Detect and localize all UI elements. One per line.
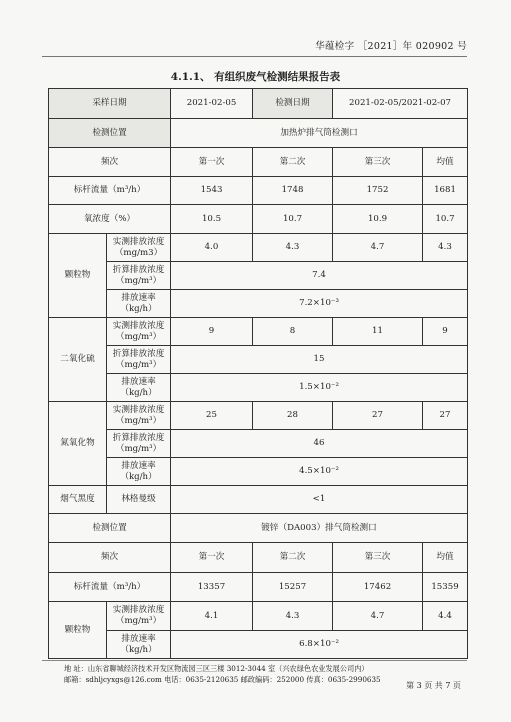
cell: 4.5×10⁻²	[171, 458, 468, 486]
measured-label: 实测排放浓度（mg/m³）	[107, 318, 171, 346]
smoke-sub-label: 林格曼级	[107, 486, 171, 514]
cell: 8	[253, 318, 333, 346]
freq-header: 第一次	[171, 148, 253, 177]
sampling-date-label: 采样日期	[49, 89, 171, 119]
rate-label: 排放速率（kg/h）	[107, 458, 171, 486]
cell: 6.8×10⁻²	[171, 631, 468, 659]
cell: 27	[333, 402, 423, 430]
measured-label: 实测排放浓度（mg/m³）	[107, 402, 171, 430]
testing-date: 2021-02-05/2021-02-07	[333, 89, 468, 119]
converted-label: 折算排放浓度（mg/m³）	[107, 430, 171, 458]
cell: 10.7	[253, 205, 333, 234]
location-2: 镀锌（DA003）排气筒检测口	[171, 514, 468, 543]
cell: 4.7	[333, 602, 423, 631]
table-row	[49, 514, 468, 543]
cell: 10.5	[171, 205, 253, 234]
oxygen-label: 氧浓度（%）	[49, 205, 171, 234]
table-row	[49, 402, 468, 430]
cell: 1.5×10⁻²	[171, 374, 468, 402]
freq-header: 均值	[423, 543, 468, 573]
pollutant-so2: 二氧化硫	[49, 318, 107, 402]
table-row	[49, 119, 468, 148]
testing-date-label: 检测日期	[253, 89, 333, 119]
location-1: 加热炉排气筒检测口	[171, 119, 468, 148]
frequency-label: 频次	[49, 543, 171, 573]
table-row	[49, 374, 468, 402]
location-label: 检测位置	[49, 514, 171, 543]
pollutant-particulate: 颗粒物	[49, 602, 107, 659]
table-title: 4.1.1、 有组织废气检测结果报告表	[170, 71, 341, 83]
measured-label: 实测排放浓度（mg/m³）	[107, 602, 171, 631]
freq-header: 第一次	[171, 543, 253, 573]
table-row	[49, 290, 468, 318]
table-row	[49, 602, 468, 631]
freq-header: 第三次	[333, 148, 423, 177]
cell: 15	[171, 346, 468, 374]
table-row	[49, 486, 468, 514]
cell: <1	[171, 486, 468, 514]
report-number: 华蕴检字 ［2021］年 020902 号	[315, 41, 467, 52]
table-row	[49, 631, 468, 659]
table-row	[49, 205, 468, 234]
table-row	[49, 430, 468, 458]
rate-label: 排放速率（kg/h）	[107, 631, 171, 659]
table-row	[49, 89, 468, 119]
flow-label: 标杆流量（m³/h）	[49, 573, 171, 602]
cell: 4.3	[253, 234, 333, 262]
table-row	[49, 262, 468, 290]
smoke-label: 烟气黑度	[49, 486, 107, 514]
table-row	[49, 318, 468, 346]
pollutant-nox: 氮氧化物	[49, 402, 107, 486]
freq-header: 第二次	[253, 543, 333, 573]
cell: 15257	[253, 573, 333, 602]
cell: 7.4	[171, 262, 468, 290]
cell: 13357	[171, 573, 253, 602]
table-row	[49, 234, 468, 262]
cell: 4.3	[423, 234, 468, 262]
table-row	[49, 177, 468, 205]
footer-contact: 邮箱：sdhljcyxgs@126.com 电话：0635-2120635 邮政编码：252000 传真：0635-2990635	[64, 675, 381, 684]
table-row	[49, 148, 468, 177]
rate-label: 排放速率（kg/h）	[107, 290, 171, 318]
cell: 11	[333, 318, 423, 346]
converted-label: 折算排放浓度（mg/m³）	[107, 262, 171, 290]
frequency-label: 频次	[49, 148, 171, 177]
cell: 9	[171, 318, 253, 346]
freq-header: 均值	[423, 148, 468, 177]
table-row	[49, 543, 468, 573]
flow-label: 标杆流量（m³/h）	[49, 177, 171, 205]
cell: 15359	[423, 573, 468, 602]
cell: 1752	[333, 177, 423, 205]
table-row	[49, 573, 468, 602]
cell: 10.7	[423, 205, 468, 234]
converted-label: 折算排放浓度（mg/m³）	[107, 346, 171, 374]
footer-address: 地 址：山东省聊城经济技术开发区物流园三区三楼 3012-3044 室（兴农绿色农业发展公司内）	[64, 664, 369, 673]
cell: 4.0	[171, 234, 253, 262]
cell: 10.9	[333, 205, 423, 234]
results-table	[48, 88, 468, 659]
measured-label: 实测排放浓度（mg/m3）	[107, 234, 171, 262]
cell: 7.2×10⁻³	[171, 290, 468, 318]
cell: 25	[171, 402, 253, 430]
freq-header: 第二次	[253, 148, 333, 177]
cell: 1748	[253, 177, 333, 205]
sampling-date: 2021-02-05	[171, 89, 253, 119]
cell: 27	[423, 402, 468, 430]
cell: 4.4	[423, 602, 468, 631]
cell: 1681	[423, 177, 468, 205]
cell: 4.7	[333, 234, 423, 262]
cell: 17462	[333, 573, 423, 602]
header-divider	[42, 56, 467, 57]
pollutant-particulate: 颗粒物	[49, 234, 107, 318]
cell: 1543	[171, 177, 253, 205]
location-label: 检测位置	[49, 119, 171, 148]
freq-header: 第三次	[333, 543, 423, 573]
table-row	[49, 346, 468, 374]
footer-divider	[42, 660, 467, 661]
cell: 46	[171, 430, 468, 458]
cell: 4.3	[253, 602, 333, 631]
rate-label: 排放速率（kg/h）	[107, 374, 171, 402]
cell: 28	[253, 402, 333, 430]
cell: 4.1	[171, 602, 253, 631]
table-row	[49, 458, 468, 486]
page-number: 第 3 页 共 7 页	[406, 681, 461, 690]
cell: 9	[423, 318, 468, 346]
